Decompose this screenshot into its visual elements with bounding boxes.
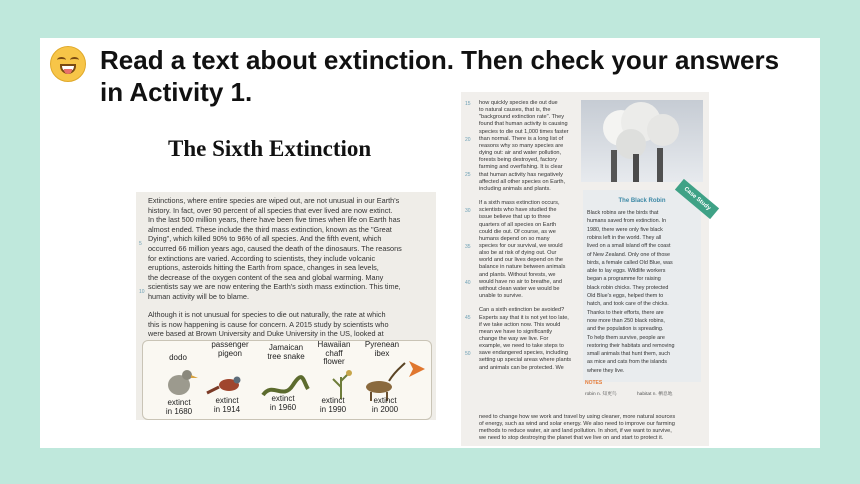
text-line: small animals that hunt them, such [587,351,670,358]
extinction-year-line: extinct [321,396,345,405]
text-line: Black robins are the birds that [587,210,659,216]
text-line: than normal. There is a long list of [479,135,564,142]
text-line: change the way we live. For [479,335,549,342]
text-line: Extinctions, where entire species are wiped out, are not unusual in our Earth's [148,196,400,205]
text-line: If a sixth mass extinction occurs, [479,200,560,207]
text-line: affected all other species on Earth, [479,178,566,185]
text-line: Thanks to their efforts, there are [587,309,664,316]
textbook-page-left [136,192,436,420]
text-line: could die out. Of course, as we [479,228,556,235]
extinction-year [261,395,305,412]
species-name [153,354,203,363]
text-line: need to change how we work and travel by using cleaner, more natural sources [479,414,676,420]
species-name-line: flower [323,357,345,366]
extinction-year [157,399,201,416]
text-line: setting up special areas where plants [479,357,572,364]
text-line: and animals can be protected. We [479,364,564,371]
extinction-year-line: extinct [271,394,295,403]
text-line: began a programme for raising [587,276,661,283]
text-line: Dying", which killed 90% to 96% of all species. And the fifth event, which [148,234,382,244]
extinction-year [311,397,355,414]
text-line: Experts say that it is not yet too late, [479,314,569,321]
species-name [309,341,359,367]
text-line: In the last 500 million years, there have been five times when life on Earth has [148,215,401,225]
text-line: including animals and plants. [479,185,551,192]
text-line: eruptions, asteroids hitting the Earth from space, changes in sea levels, [148,263,379,273]
text-line: robins left in the world. They all [587,234,662,241]
extinction-year [205,397,249,414]
text-line: species to die out 1,000 times faster [479,128,569,135]
text-line: history. In fact, over 90 percent of all species that ever lived are now extinct. [148,205,393,215]
text-line: example, we need to take steps to [479,343,564,350]
text-line: hatch, and took care of the chicks. [587,301,669,308]
text-line: the decrease of the oxygen content of the sea and global warming. Many [148,272,384,282]
text-line: able to lay eggs. Wildlife workers [587,268,666,275]
line-number: 30 [465,208,471,215]
text-line: would have no air to breathe, and [479,278,563,285]
text-line: issue believe that up to three [479,214,551,221]
arrow-icon [409,361,425,377]
extinction-year-line: in 1960 [269,402,297,412]
line-number: 10 [139,289,145,295]
text-line: quarters of all species on Earth [479,221,557,228]
text-line: this is now happening is cause for concern. A 2015 study by scientists who [148,319,389,329]
text-line: that human activity has negatively [479,171,563,178]
text-line: scientists say we are now entering the Earth's sixth mass extinction. This time, [148,282,401,292]
text-line: 1980, there were only five black [587,226,663,233]
line-number: 20 [465,136,471,143]
text-line: as mice and cats from the islands [587,359,667,366]
text-line: how quickly species die out due [479,100,558,106]
text-line: save endangered species, including [479,350,568,357]
text-line: we need to stop destroying the planet that we live on and start to protect it. [479,435,664,442]
text-line: reasons why so many species are [479,142,564,149]
line-number: 25 [465,172,471,179]
text-line: where they live. [587,367,625,374]
text-line: humans saved from extinction. In [587,218,667,225]
species-name [261,344,311,361]
text-line: balance in nature between animals [479,264,566,271]
activity-instruction: Read a text about extinction. Then check your answers in Activity 1. [100,45,780,107]
case-study-ribbon: Case Study [675,179,719,219]
ibex-illustration [366,381,392,393]
text-line: also be at risk of dying out. Our [479,250,557,257]
laughing-face-icon [50,46,86,82]
text-line: occurred 66 million years ago, caused the death of the dinosaurs. The reasons [148,244,402,253]
text-line: found that human activity is causing [479,121,568,128]
species-name-line: passenger [211,340,249,349]
text-line: unable to survive. [479,293,523,300]
species-name-line: Hawaiian [317,340,351,349]
black-robin-box [583,190,701,382]
text-line: of New Zealand. Only one of those [587,251,671,258]
note-item: habitat n. 栖息地 [637,392,673,397]
species-name-line: ibex [374,348,390,358]
line-number: 45 [465,315,471,322]
text-line: Although it is not unusual for species to die out naturally, the rate at which [148,310,386,319]
text-line: black robin chicks. They protected [587,284,669,291]
text-line: humans depend on so many [479,235,550,242]
text-line: almost ended. These include the third mass extinction, known as the "Great [148,224,392,234]
snake-illustration [263,377,308,395]
textbook-page-right [461,92,712,446]
text-line: world and our lives depend on the [479,257,563,264]
line-number: 40 [465,279,471,286]
species-name [205,341,255,358]
text-line: methods to reduce water, air and land pollution. In short, if we want to survive, [479,428,672,435]
text-line: now more than 250 black robins, [587,317,665,324]
text-line: forests being destroyed, factory [479,157,558,164]
species-name-line: chaff [325,348,343,358]
text-line: birds, a female called Old Blue, was [587,259,673,266]
species-name-line: tree snake [267,351,305,361]
extinct-species-scroll [142,340,432,420]
text-line: restoring their habitats and removing [587,342,675,349]
line-number: 15 [465,101,471,107]
text-line: and plants. Without forests, we [479,271,556,278]
extinction-year-line: extinct [167,398,191,407]
text-line: mean we have to significantly [479,328,553,335]
species-name-line: pigeon [217,348,243,358]
species-name-line: dodo [169,353,187,362]
text-line: lived on a small island off the coast [587,243,671,250]
text-line: "background extinction rate". They [479,114,565,121]
article-title: The Sixth Extinction [168,136,372,161]
extinction-year-line: in 1990 [319,404,347,414]
text-line: to natural causes, that is, the [479,107,551,114]
note-item: robin n. 知更鸟 [585,392,617,397]
line-number: 50 [465,350,471,357]
smokestacks-image [581,100,703,182]
extinction-year-line: in 1914 [213,404,241,414]
text-line: dying out: air and water pollution, [479,150,562,157]
extinction-year-line: extinct [215,396,239,405]
line-number: 5 [139,241,142,247]
extinction-year-line: in 2000 [371,404,399,414]
line-number: 35 [465,243,471,250]
text-line: and the population is spreading. [587,326,664,333]
text-line: To help them survive, people are [587,334,665,341]
text-line: farming and overfishing. It is clear [479,164,563,171]
extinction-year-line: in 1680 [165,406,193,416]
box-title: The Black Robin [618,198,666,204]
text-line: Can a sixth extinction be avoided? [479,307,565,314]
extinction-year [363,397,407,414]
text-line: of energy, such as wind and solar energy. We also need to improve our farming [479,421,675,428]
text-line: species for our survival, we would [479,243,563,249]
factory-smoke-photo [581,100,703,182]
species-name-line: Jamaican [268,343,304,352]
notes-label: NOTES [585,380,603,386]
text-line: if we take action now. This would [479,321,561,328]
text-line: Old Blue's eggs, helped them to [587,293,664,299]
text-line: for extinctions are varied. According to scientists, they include volcanic [148,253,376,263]
extinction-year-line: extinct [373,396,397,405]
species-name [357,341,407,358]
text-line: human activity will be to blame. [148,292,249,301]
text-line: were based at Brown University and Duke University in the US, looked at [148,329,384,339]
text-line: without clean water we would be [479,285,560,292]
text-line: scientists who have studied the [479,207,557,214]
species-name-line: Pyrenean [364,340,400,349]
